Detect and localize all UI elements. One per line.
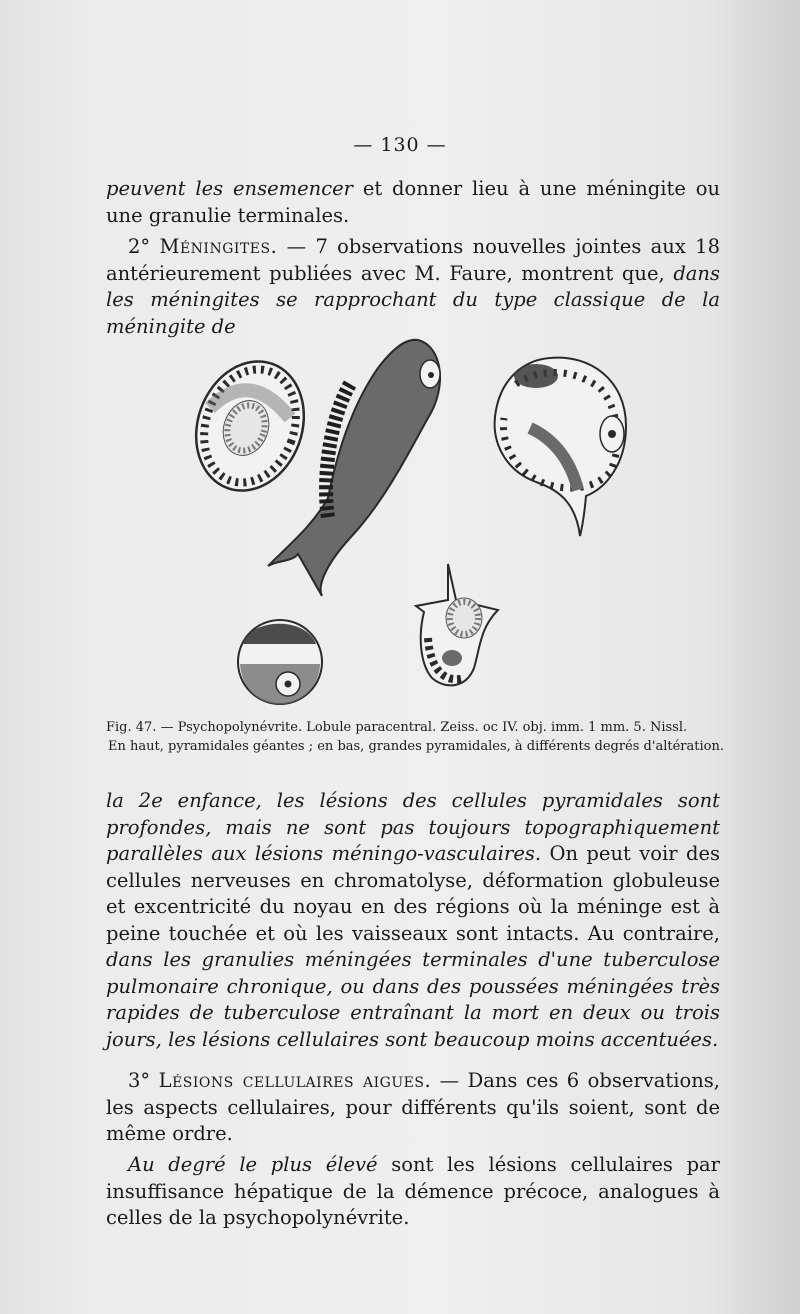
cell-top-right (495, 358, 626, 536)
paragraph-enfance-text (106, 788, 720, 1053)
text-run: la 2e enfance, les lésions des cellules pyramidales sont profondes, mais ne sont pas toujours topographiquement parallèles aux lésions méningo-vasculaires. (106, 789, 720, 865)
paragraph-meningites (106, 234, 720, 340)
paragraph-lesions-text (106, 1068, 720, 1148)
paragraph-degre-text (106, 1152, 720, 1232)
paragraph-lesions (106, 1068, 720, 1148)
text-run: Au degré le plus élevé (128, 1153, 378, 1176)
pyramidal-cells-illustration (180, 328, 660, 708)
paragraph-meningites-text (106, 234, 720, 340)
figure-caption (106, 718, 726, 756)
text-run: — 7 observations nouvelles jointes aux 18 antérieurement publiées avec M. Faure, montrent que, (106, 235, 720, 285)
page-number: — 130 — (353, 134, 447, 156)
paragraph-top-text (106, 176, 720, 229)
text-run: 2° (128, 235, 160, 258)
text-run: Lésions cellulaires aigues. (158, 1069, 432, 1092)
text-run: — Dans ces 6 observations, les aspects cellulaires, pour différents qu'ils soient, sont de même ordre. (106, 1069, 720, 1145)
cell-bottom-right (416, 564, 498, 685)
paragraph-top (106, 176, 720, 229)
text-run: 3° (128, 1069, 159, 1092)
text-run: et donner lieu à une méningite ou une granulie terminales. (106, 177, 721, 227)
paragraph-enfance (106, 788, 720, 1053)
text-run: Méningites. (159, 235, 278, 258)
text-run: sont les lésions cellulaires par insuffisance hépatique de la démence précoce, analogues à celles de la psychopolynévrite. (106, 1153, 720, 1229)
cell-giant-pyramidal (268, 340, 440, 596)
text-run: dans les granulies méningées terminales d'une tuberculose pulmonaire chronique, ou dans des poussées méningées très rapides de tuberculose entraînant la mort en deux ou trois jours, les lésions cellulaires sont beaucoup moins accentuées. (106, 948, 720, 1051)
caption-line-1: Fig. 47. — Psychopolynévrite. Lobule paracentral. Zeiss. oc IV. obj. imm. 1 mm. 5. Nissl. (106, 720, 688, 735)
paragraph-degre (106, 1152, 720, 1232)
text-run: On peut voir des cellules nerveuses en chromatolyse, déformation globuleuse et excentricité du noyau en des régions où la méninge est à peine touchée et où les vaisseaux sont intacts. Au contraire, (106, 842, 721, 945)
text-run: peuvent les ensemencer (106, 177, 353, 200)
caption-line-2: En haut, pyramidales géantes ; en bas, grandes pyramidales, à différents degrés d'altération. (108, 739, 724, 754)
text-run: dans les méningites se rapprochant du type classique de la méningite de (106, 261, 720, 338)
figure-47 (180, 328, 660, 708)
cell-top-left (180, 346, 321, 506)
cell-bottom-left (238, 620, 322, 704)
